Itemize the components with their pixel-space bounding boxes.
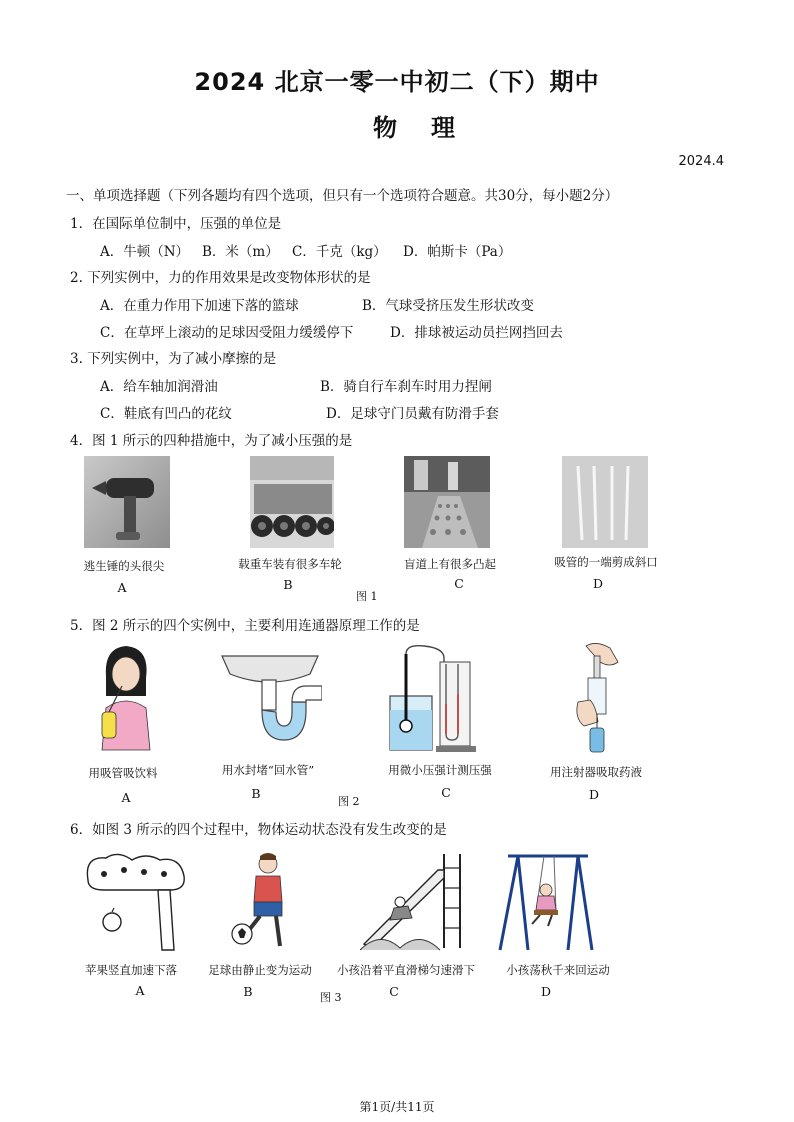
fig1-caption-b: 载重车装有很多车轮 [238,557,342,571]
fig2-letter-b: B [251,786,261,801]
sink-trap-illustration [218,650,322,750]
swing-illustration [498,850,594,954]
question-1-option-b: B．米（m） [202,244,279,260]
fig3-letter-b: B [243,984,253,999]
question-1-option-c: C．千克（kg） [292,244,387,260]
fig2-caption-c: 用微小压强计测压强 [388,763,492,777]
question-1-option-a: A．牛顿（N） [100,244,190,260]
question-3-option-c: C．鞋底有凹凸的花纹 [100,406,232,422]
question-2-option-d: D．排球被运动员拦网挡回去 [390,325,563,341]
exam-date: 2024.4 [678,154,724,169]
fig3-caption-a: 苹果竖直加速下落 [85,963,177,977]
girl-drinking-illustration [92,642,158,754]
slide-illustration [360,848,466,954]
straws-photo [562,456,648,548]
fig1-caption-a: 逃生锤的头很尖 [83,559,165,573]
subject-title: 物理 [373,114,489,142]
fig1-letter-d: D [592,576,604,591]
fig3-label: 图 3 [320,991,342,1004]
fig3-caption-d: 小孩荡秋千来回运动 [506,963,610,977]
question-4-stem: 4．图 1 所示的四种措施中，为了减小压强的是 [70,433,353,449]
fig1-letter-b: B [283,577,293,592]
tactile-paving-photo [404,456,490,548]
syringe-illustration [566,642,626,756]
kicking-ball-illustration [226,850,300,954]
question-3-option-a: A．给车轴加润滑油 [100,379,218,395]
question-1-stem: 1．在国际单位制中，压强的单位是 [70,216,282,232]
falling-apple-illustration [84,850,188,952]
fig1-label: 图 1 [356,590,378,603]
fig2-caption-b: 用水封堵“回水管” [221,763,315,777]
fig2-caption-d: 用注射器吸取药液 [550,765,642,779]
fig3-caption-c: 小孩沿着平直滑梯匀速滑下 [337,963,475,977]
heavy-truck-photo [250,456,334,548]
fig2-letter-d: D [588,787,600,802]
exam-title: 2024 北京一零一中初二（下）期中 [194,68,600,96]
pressure-gauge-illustration [384,644,482,754]
fig2-caption-a: 用吸管吸饮料 [88,766,158,780]
fig1-letter-c: C [454,576,464,591]
question-3-option-b: B．骑自行车刹车时用力捏闸 [320,379,492,395]
fig3-caption-b: 足球由静止变为运动 [208,963,312,977]
fig1-caption-c: 盲道上有很多凸起 [404,557,496,571]
fig2-letter-c: C [441,785,451,800]
question-5-stem: 5．图 2 所示的四个实例中，主要利用连通器原理工作的是 [70,618,420,634]
fig3-letter-c: C [389,984,399,999]
question-2-option-a: A．在重力作用下加速下落的篮球 [100,298,299,314]
fig1-letter-a: A [117,580,127,595]
question-1-option-d: D．帕斯卡（Pa） [403,244,512,260]
fig2-label: 图 2 [338,795,360,808]
fig3-letter-a: A [135,983,145,998]
fig1-caption-d: 吸管的一端剪成斜口 [554,555,658,569]
question-3-stem: 3. 下列实例中，为了减小摩擦的是 [70,351,277,367]
question-2-option-c: C．在草坪上滚动的足球因受阻力缓缓停下 [100,325,354,341]
page-number: 第1页/共11页 [359,1100,435,1114]
escape-hammer-photo [84,456,170,548]
question-3-option-d: D．足球守门员戴有防滑手套 [326,406,499,422]
section-heading: 一、单项选择题（下列各题均有四个选项，但只有一个选项符合题意。共30分，每小题2分） [66,188,619,204]
fig3-letter-d: D [540,984,552,999]
fig2-letter-a: A [121,790,131,805]
question-2-option-b: B．气球受挤压发生形状改变 [362,298,534,314]
question-6-stem: 6．如图 3 所示的四个过程中，物体运动状态没有发生改变的是 [70,822,447,838]
question-2-stem: 2. 下列实例中，力的作用效果是改变物体形状的是 [70,270,371,286]
